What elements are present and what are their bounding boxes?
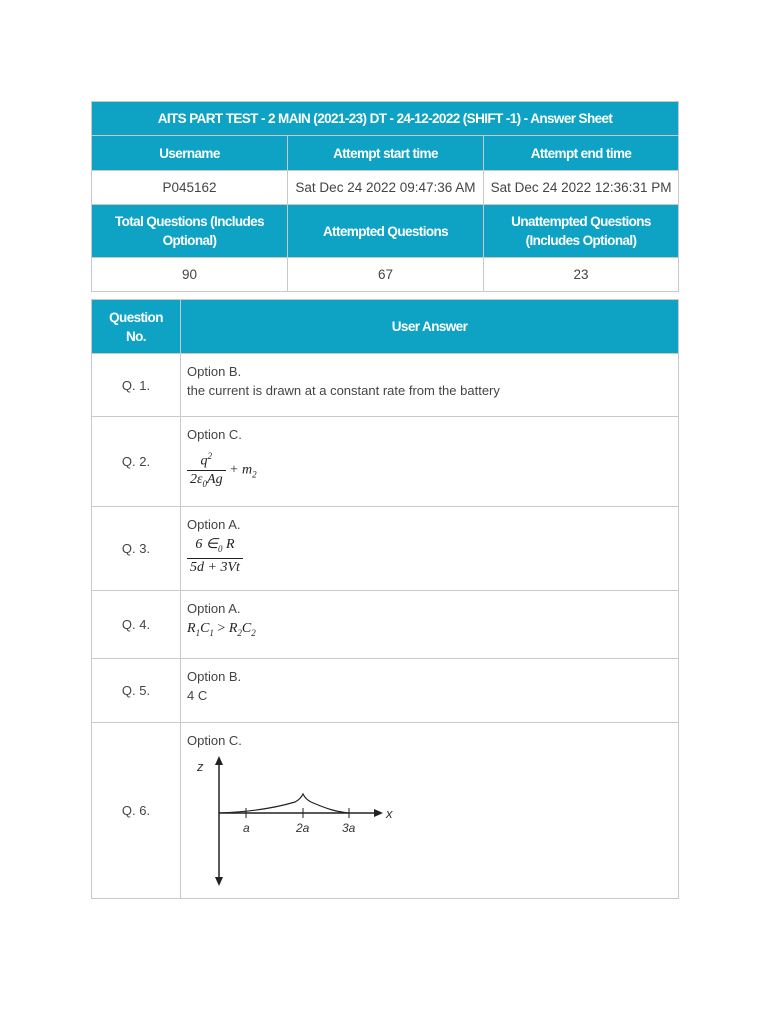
z-vs-x-graph — [187, 752, 407, 888]
question-number: Q. 5. — [92, 659, 181, 723]
unattempted-questions-value: 23 — [484, 258, 679, 292]
table-row — [92, 417, 679, 507]
attempted-questions-header: Attempted Questions — [288, 205, 484, 258]
answer-formula: $\frac{6 \in_0 R}{5d + 3Vt}$ — [187, 536, 243, 577]
start-time-value: Sat Dec 24 2022 09:47:36 AM — [288, 171, 484, 205]
answer-cell — [181, 507, 679, 591]
end-time-header: Attempt end time — [484, 136, 679, 171]
question-number: Q. 6. — [92, 723, 181, 899]
answer-cell — [181, 591, 679, 659]
answer-option: Option A. — [187, 517, 241, 532]
answer-cell — [181, 723, 679, 899]
question-number: Q. 2. — [92, 417, 181, 507]
sheet-title: AITS PART TEST - 2 MAIN (2021-23) DT - 24-12-2022 (SHIFT -1) - Answer Sheet — [92, 102, 679, 136]
answer-option: Option B. — [187, 364, 242, 379]
user-answer-header: User Answer — [181, 300, 679, 354]
answer-cell — [181, 354, 679, 417]
answer-formula: $R_1C_1 > R_2C_2$ — [187, 621, 256, 638]
answer-option: Option A. — [187, 601, 241, 616]
curve — [219, 794, 349, 813]
table-row — [92, 354, 679, 417]
table-row — [92, 723, 679, 899]
z-axis-down-arrow — [215, 877, 223, 886]
user-answers-table — [91, 299, 679, 899]
tick-label-3a: 3a — [342, 821, 356, 835]
answer-cell — [181, 417, 679, 507]
question-number: Q. 3. — [92, 507, 181, 591]
attempt-summary-table — [91, 101, 679, 292]
x-axis-arrow — [374, 809, 383, 817]
question-no-header: Question No. — [92, 300, 181, 354]
answer-option: Option C. — [187, 733, 242, 748]
tick-label-a: a — [243, 821, 250, 835]
table-row — [92, 659, 679, 723]
answer-cell — [181, 659, 679, 723]
total-questions-header: Total Questions (Includes Optional) — [92, 205, 288, 258]
username-header: Username — [92, 136, 288, 171]
answer-text: the current is drawn at a constant rate from the battery — [187, 383, 500, 398]
tick-label-2a: 2a — [296, 821, 310, 835]
total-questions-value: 90 — [92, 258, 288, 292]
question-number: Q. 1. — [92, 354, 181, 417]
start-time-header: Attempt start time — [288, 136, 484, 171]
table-row — [92, 507, 679, 591]
answer-text: 4 C — [187, 688, 208, 703]
username-value: P045162 — [92, 171, 288, 205]
attempted-questions-value: 67 — [288, 258, 484, 292]
answer-option: Option C. — [187, 427, 242, 442]
answer-option: Option B. — [187, 669, 242, 684]
x-label: x — [386, 806, 393, 821]
answer-formula: $\frac{q^2}{2\varepsilon_0Ag}$ + $m_2$ — [187, 448, 257, 492]
unattempted-questions-header: Unattempted Questions (Includes Optional) — [484, 205, 679, 258]
z-axis-up-arrow — [215, 756, 223, 765]
question-number: Q. 4. — [92, 591, 181, 659]
table-row — [92, 591, 679, 659]
z-label: z — [197, 759, 204, 774]
end-time-value: Sat Dec 24 2022 12:36:31 PM — [484, 171, 679, 205]
